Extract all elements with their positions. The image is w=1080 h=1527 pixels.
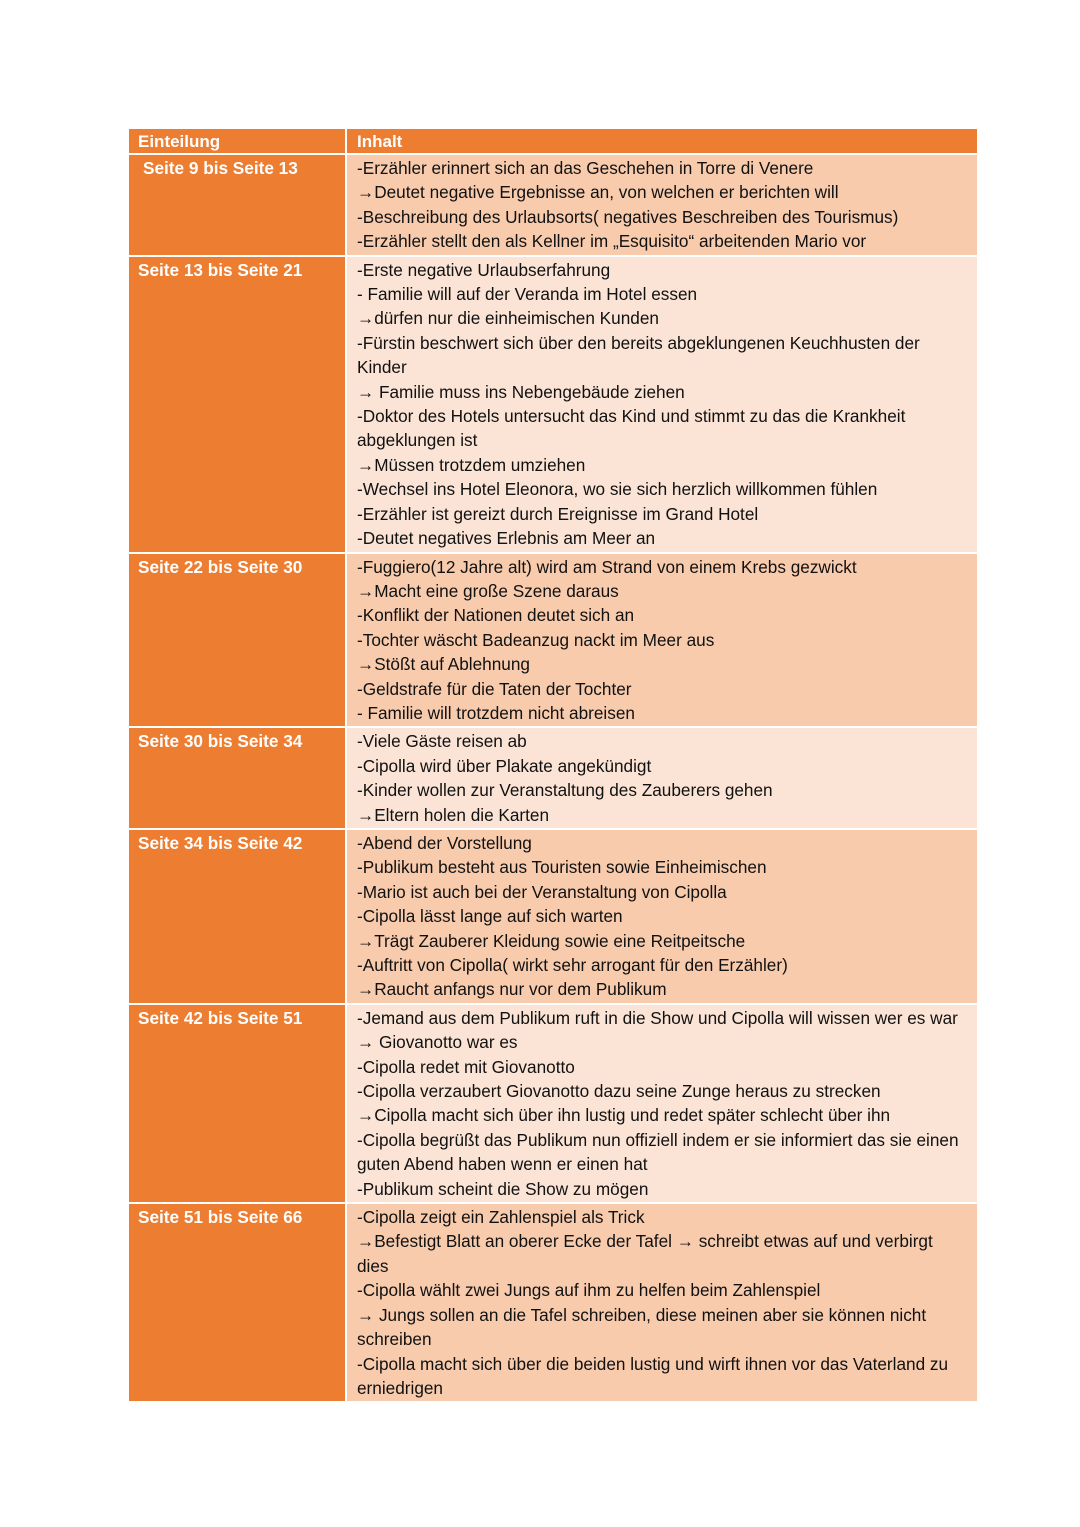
section-cell: Seite 42 bis Seite 51 [129, 1004, 346, 1203]
content-line: →dürfen nur die einheimischen Kunden [357, 308, 659, 329]
content-line: -Cipolla redet mit Giovanotto [357, 1056, 575, 1077]
content-line: →Stößt auf Ablehnung [357, 654, 530, 675]
content-line: - Familie will auf der Veranda im Hotel essen [357, 284, 698, 305]
content-line: -Konflikt der Nationen deutet sich an [357, 605, 635, 626]
section-cell: Seite 34 bis Seite 42 [129, 829, 346, 1004]
section-cell: Seite 30 bis Seite 34 [129, 727, 346, 829]
content-line: -Geldstrafe für die Taten der Tochter [357, 678, 632, 699]
content-line: -Beschreibung des Urlaubsorts( negatives Beschreiben des Tourismus) [357, 206, 899, 227]
content-cell [346, 154, 977, 256]
content-line: - Familie will trotzdem nicht abreisen [357, 702, 635, 723]
content-cell [346, 829, 977, 1004]
content-cell [346, 727, 977, 829]
content-line: -Cipolla wird über Plakate angekündigt [357, 755, 652, 776]
content-line: -Doktor des Hotels untersucht das Kind und stimmt zu das die Krankheit abgeklungen ist [357, 406, 906, 451]
content-cell [346, 1203, 977, 1402]
section-cell: Seite 51 bis Seite 66 [129, 1203, 346, 1402]
header-row [129, 129, 977, 154]
content-line: -Cipolla zeigt ein Zahlenspiel als Trick [357, 1207, 645, 1228]
content-line: -Fuggiero(12 Jahre alt) wird am Strand von einem Krebs gezwickt [357, 556, 857, 577]
header-inhalt: Inhalt [346, 129, 977, 154]
table-row [129, 727, 977, 829]
content-line: -Abend der Vorstellung [357, 832, 532, 853]
content-cell [346, 256, 977, 553]
content-line: -Fürstin beschwert sich über den bereits abgeklungenen Keuchhusten der Kinder [357, 332, 920, 378]
content-cell [346, 1004, 977, 1203]
content-line: -Publikum besteht aus Touristen sowie Einheimischen [357, 857, 767, 878]
summary-table [129, 129, 977, 1403]
content-line: → Jungs sollen an die Tafel schreiben, diese meinen aber sie können nicht schreiben [357, 1304, 927, 1350]
content-line: -Wechsel ins Hotel Eleonora, wo sie sich herzlich willkommen fühlen [357, 479, 878, 500]
content-line: -Viele Gäste reisen ab [357, 731, 527, 752]
content-line: -Publikum scheint die Show zu mögen [357, 1178, 649, 1199]
content-line: -Deutet negatives Erlebnis am Meer an [357, 528, 656, 549]
content-line: →Befestigt Blatt an oberer Ecke der Tafel → schreibt etwas auf und verbirgt dies [357, 1231, 933, 1276]
table-row [129, 1004, 977, 1203]
content-line: -Erzähler stellt den als Kellner im „Esquisito“ arbeitenden Mario vor [357, 231, 867, 252]
content-line: →Raucht anfangs nur vor dem Publikum [357, 979, 667, 1000]
section-cell: Seite 13 bis Seite 21 [129, 256, 346, 553]
section-cell: Seite 9 bis Seite 13 [129, 154, 346, 256]
table-row [129, 154, 977, 256]
table-row [129, 553, 977, 728]
content-line: -Cipolla begrüßt das Publikum nun offiziell indem er sie informiert das sie einen guten Abend haben wenn er einen hat [357, 1129, 959, 1175]
content-line: →Deutet negative Ergebnisse an, von welchen er berichten will [357, 182, 839, 203]
content-line: → Familie muss ins Nebengebäude ziehen [357, 381, 685, 402]
content-line: → Giovanotto war es [357, 1032, 518, 1053]
content-line: -Cipolla verzaubert Giovanotto dazu seine Zunge heraus zu strecken [357, 1081, 881, 1102]
content-line: →Müssen trotzdem umziehen [357, 454, 586, 475]
content-line: →Cipolla macht sich über ihn lustig und redet später schlecht über ihn [357, 1105, 891, 1126]
content-line: -Kinder wollen zur Veranstaltung des Zauberers gehen [357, 780, 773, 801]
content-line: →Eltern holen die Karten [357, 804, 550, 825]
content-line: →Trägt Zauberer Kleidung sowie eine Reitpeitsche [357, 930, 746, 951]
content-line: -Mario ist auch bei der Veranstaltung von Cipolla [357, 881, 727, 902]
content-line: -Auftritt von Cipolla( wirkt sehr arrogant für den Erzähler) [357, 955, 788, 975]
content-line: -Cipolla lässt lange auf sich warten [357, 906, 623, 927]
table-row [129, 256, 977, 553]
table-row [129, 829, 977, 1004]
content-line: -Erzähler erinnert sich an das Geschehen in Torre di Venere [357, 158, 814, 178]
header-einteilung: Einteilung [129, 129, 346, 154]
section-cell: Seite 22 bis Seite 30 [129, 553, 346, 728]
content-line: -Tochter wäscht Badeanzug nackt im Meer aus [357, 629, 715, 650]
content-line: -Cipolla wählt zwei Jungs auf ihm zu helfen beim Zahlenspiel [357, 1280, 821, 1301]
content-cell [346, 553, 977, 728]
table-row [129, 1203, 977, 1402]
content-line: -Erzähler ist gereizt durch Ereignisse im Grand Hotel [357, 503, 759, 524]
content-line: -Jemand aus dem Publikum ruft in die Show und Cipolla will wissen wer es war [357, 1007, 958, 1028]
content-line: -Erste negative Urlaubserfahrung [357, 259, 611, 280]
content-line: -Cipolla macht sich über die beiden lustig und wirft ihnen vor das Vaterland zu erniedrigen [357, 1353, 949, 1398]
content-line: →Macht eine große Szene daraus [357, 580, 619, 601]
